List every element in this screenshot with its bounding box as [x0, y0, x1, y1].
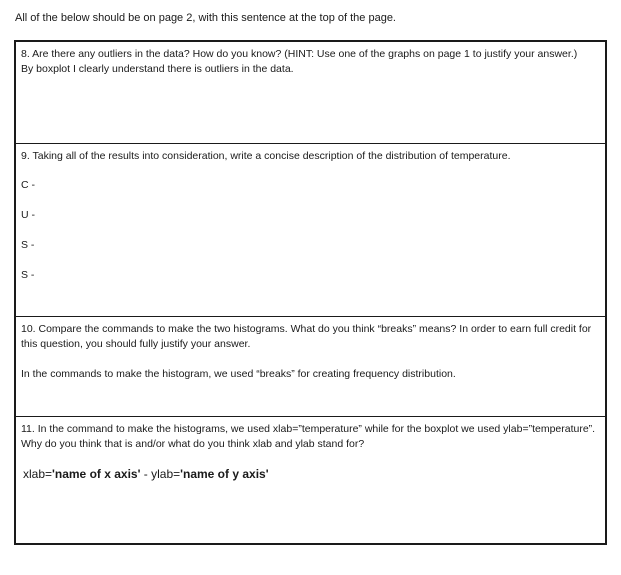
- cuss-item-shape[interactable]: S -: [21, 239, 35, 251]
- cuss-item-center[interactable]: C -: [21, 179, 35, 191]
- question-10-answer[interactable]: In the commands to make the histogram, we used “breaks” for creating frequency distribution.: [21, 368, 456, 380]
- question-10-cell: [16, 316, 605, 416]
- question-9-cell: [16, 143, 605, 316]
- answer-ylab-value: 'name of y axis': [180, 467, 269, 481]
- answer-xlab-key: xlab=: [23, 467, 53, 481]
- question-8-answer[interactable]: By boxplot I clearly understand there is outliers in the data.: [21, 63, 294, 75]
- question-11-cell: [16, 416, 605, 543]
- question-11-text: 11. In the command to make the histograms, we used xlab=”temperature” while for the boxplot we used ylab=”temperature”. Why do you think that is and/or what do you think xlab and ylab stand for?: [21, 423, 596, 450]
- cuss-item-spread[interactable]: S -: [21, 269, 35, 281]
- cuss-list: [21, 178, 599, 298]
- answer-separator: - ylab=: [140, 467, 181, 481]
- question-9-text: 9. Taking all of the results into consideration, write a concise description of the distribution of temperature.: [21, 150, 511, 162]
- questions-table: [14, 40, 607, 545]
- question-8-cell: [16, 42, 605, 143]
- intro-instruction: All of the below should be on page 2, with this sentence at the top of the page.: [15, 12, 396, 24]
- cuss-item-unusual[interactable]: U -: [21, 209, 35, 221]
- question-11-answer[interactable]: [21, 466, 599, 482]
- question-8-text: 8. Are there any outliers in the data? How do you know? (HINT: Use one of the graphs on page 1 to justify your answer.): [21, 48, 578, 60]
- answer-xlab-value: 'name of x axis': [52, 467, 141, 481]
- question-10-text: 10. Compare the commands to make the two histograms. What do you think “breaks” means? In order to earn full credit for this question, you should fully justify your answer.: [21, 323, 592, 350]
